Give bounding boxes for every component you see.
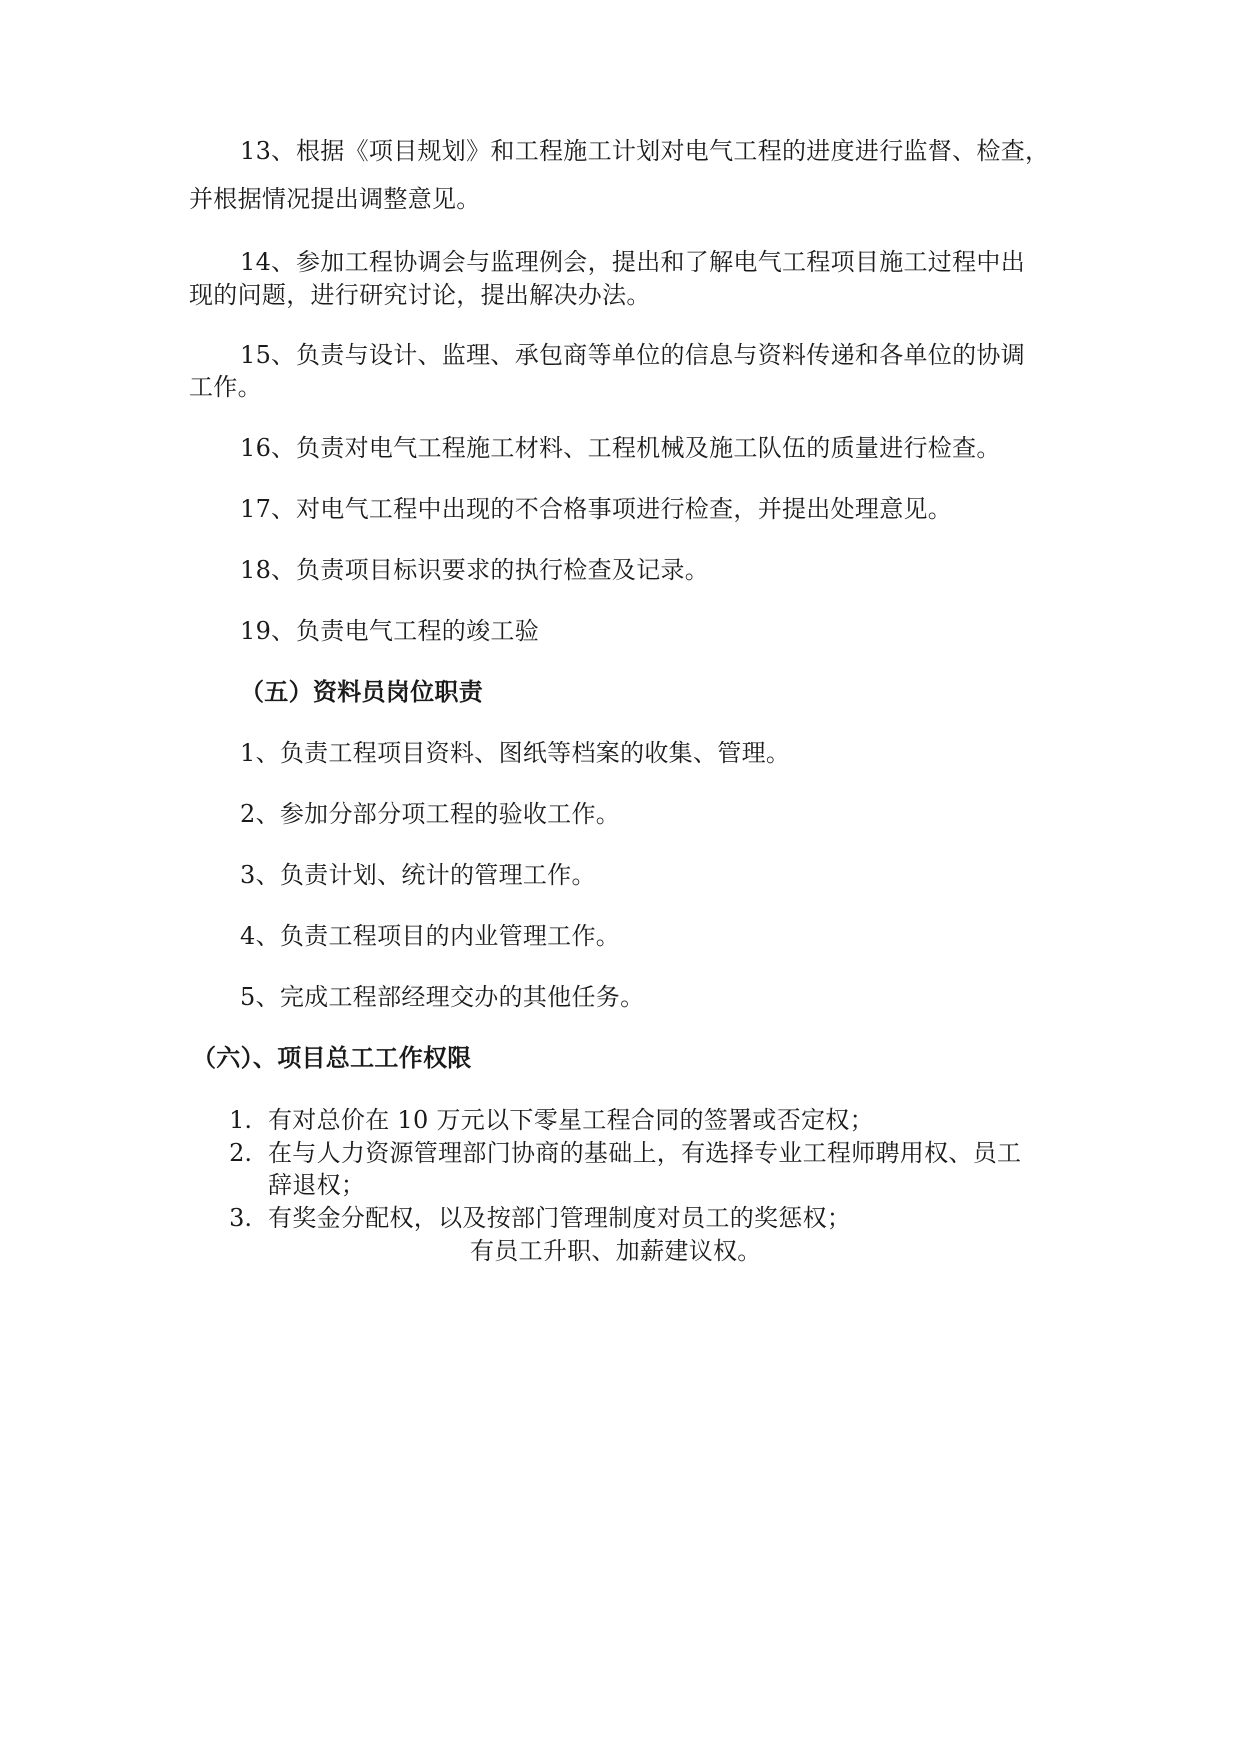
item-text: 有奖金分配权，以及按部门管理制度对员工的奖惩权； <box>268 1204 852 1232</box>
item-text: 在与人力资源管理部门协商的基础上，有选择专业工程师聘用权、员工 <box>268 1139 1022 1167</box>
item-text: 参加工程协调会与监理例会，提出和了解电气工程项目施工过程中出 <box>296 248 1025 276</box>
list-item: 3、负责计划、统计的管理工作。 <box>240 861 596 889</box>
item-number: 15、 <box>240 341 296 369</box>
item-text: 负责电气工程的竣工验 <box>296 617 539 645</box>
item-text: 对电气工程中出现的不合格事项进行检查，并提出处理意见。 <box>296 495 953 523</box>
section-heading-five: （五）资料员岗位职责 <box>240 677 483 706</box>
item-number: 17、 <box>240 495 296 523</box>
item-text: 有对总价在 10 万元以下零星工程合同的签署或否定权； <box>268 1106 874 1134</box>
item-number: 13、 <box>240 137 296 165</box>
section-heading-six: （六）、项目总工工作权限 <box>192 1043 472 1072</box>
item-text-continued: 工作。 <box>189 373 262 401</box>
item-number: 18、 <box>240 556 296 584</box>
item-text: 负责项目标识要求的执行检查及记录。 <box>296 556 710 584</box>
item-number: 1. <box>229 1106 252 1134</box>
item-text-continued: 并根据情况提出调整意见。 <box>189 185 481 213</box>
item-number: 2. <box>229 1139 252 1167</box>
trailing-line: 有员工升职、加薪建议权。 <box>470 1237 762 1265</box>
list-item: 5、完成工程部经理交办的其他任务。 <box>240 983 645 1011</box>
list-item: 4、负责工程项目的内业管理工作。 <box>240 922 621 950</box>
item-number: 19、 <box>240 617 296 645</box>
item-text: 负责与设计、监理、承包商等单位的信息与资料传递和各单位的协调 <box>296 341 1025 369</box>
item-text-continued: 现的问题，进行研究讨论，提出解决办法。 <box>189 281 651 309</box>
list-item: 2、参加分部分项工程的验收工作。 <box>240 800 621 828</box>
item-number: 16、 <box>240 434 296 462</box>
item-text: 根据《项目规划》和工程施工计划对电气工程的进度进行监督、检查， <box>296 137 1050 165</box>
item-number: 3. <box>229 1204 252 1232</box>
item-text-continued: 辞退权； <box>268 1171 366 1199</box>
item-text: 负责对电气工程施工材料、工程机械及施工队伍的质量进行检查。 <box>296 434 1001 462</box>
list-item: 1、负责工程项目资料、图纸等档案的收集、管理。 <box>240 739 791 767</box>
item-number: 14、 <box>240 248 296 276</box>
